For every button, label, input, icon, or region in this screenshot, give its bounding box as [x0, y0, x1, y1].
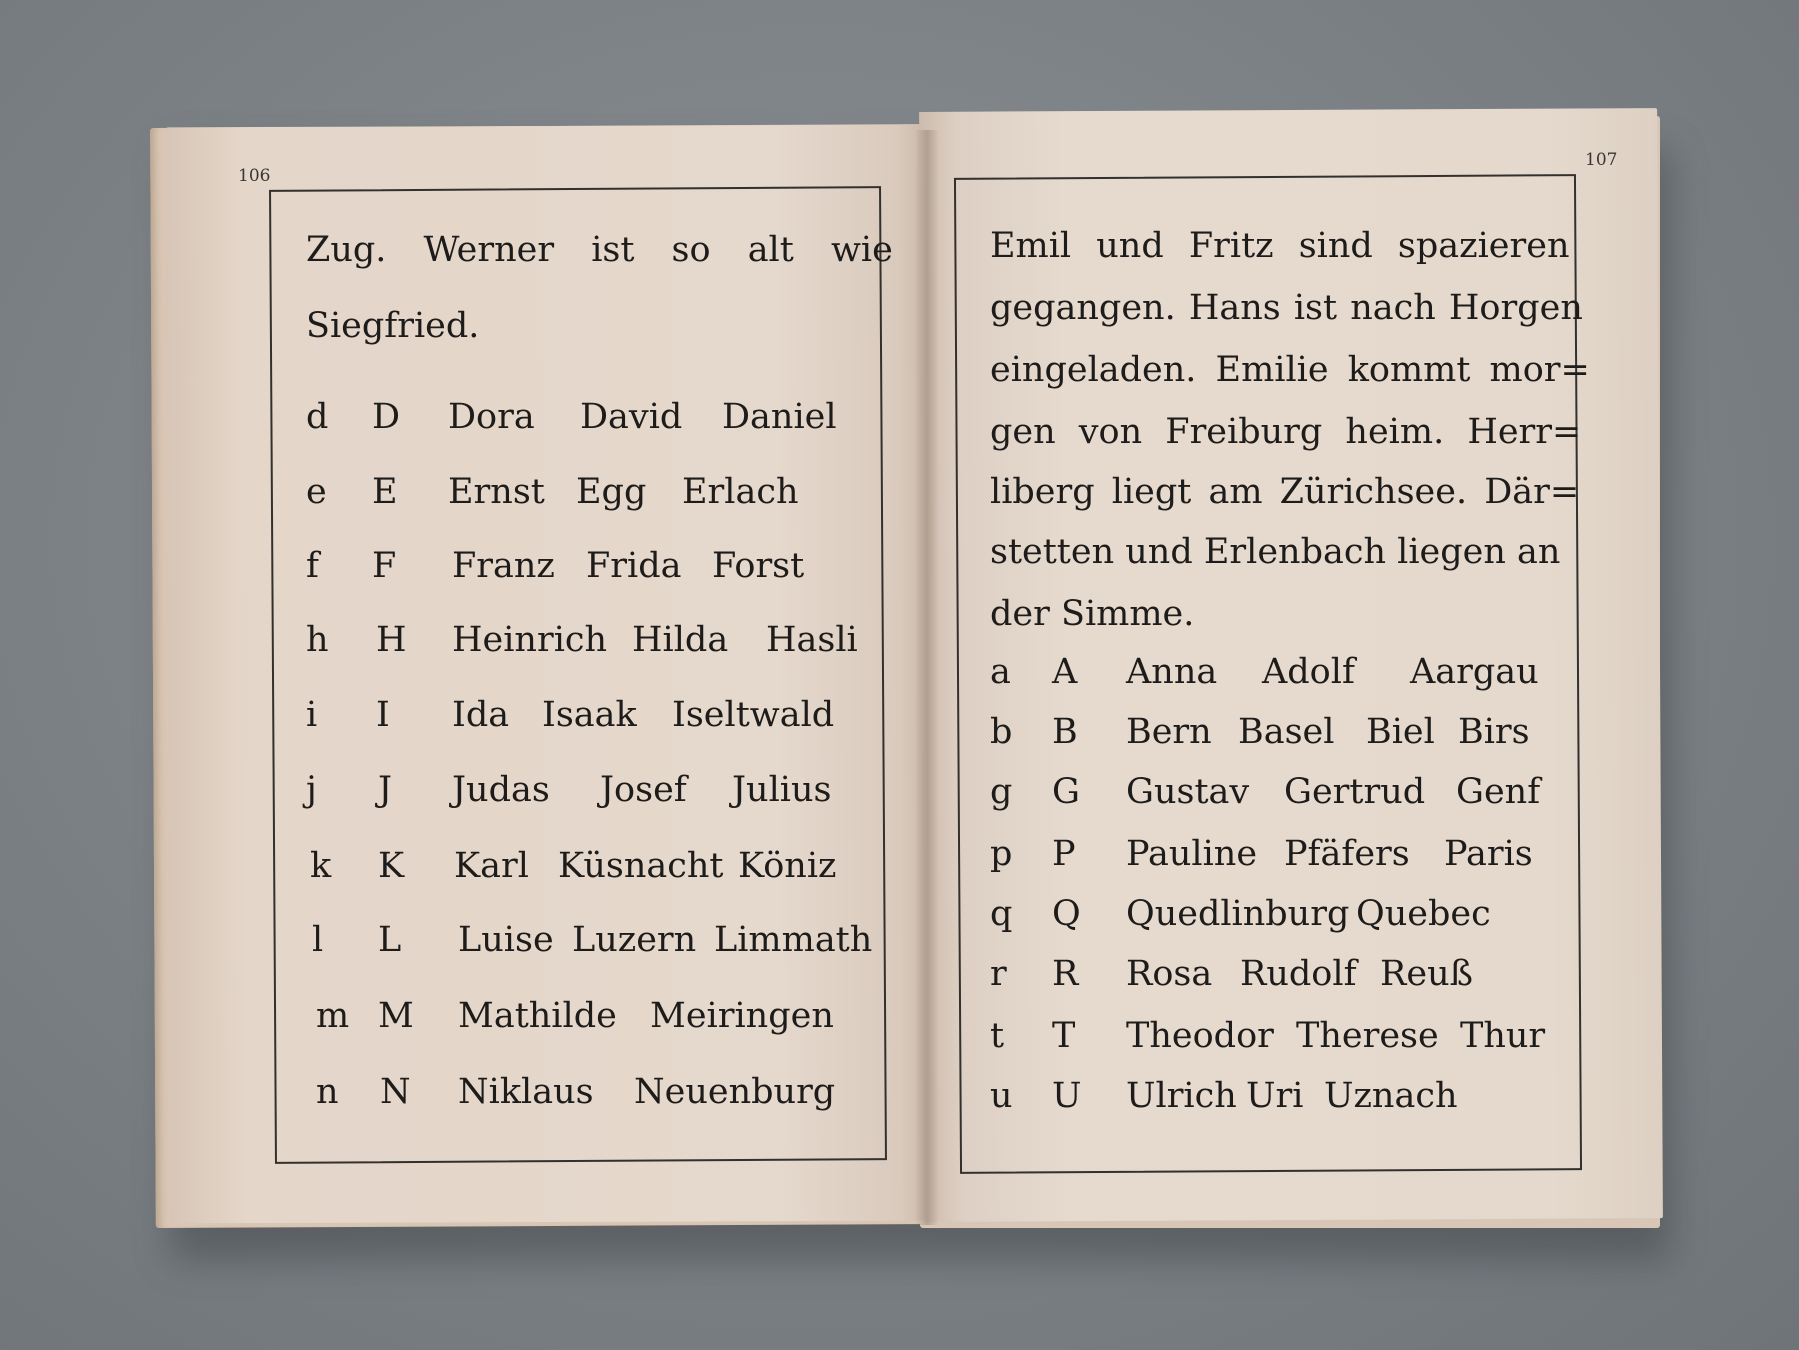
row-upper: H: [376, 620, 407, 660]
row-word: Gustav: [1126, 772, 1250, 812]
row-upper: R: [1052, 954, 1079, 994]
right-intro-text-2: gegangen. Hans ist nach Horgen: [990, 288, 1583, 328]
row-word: Uznach: [1324, 1076, 1458, 1116]
row-upper: M: [378, 996, 414, 1036]
row-word: Josef: [600, 770, 687, 810]
row-upper: P: [1052, 834, 1076, 874]
row-word: Ulrich: [1126, 1076, 1237, 1116]
row-word: David: [580, 397, 683, 437]
row-word: Rosa: [1126, 954, 1213, 994]
row-word: Pauline: [1126, 834, 1258, 874]
row-lower: m: [316, 996, 350, 1036]
row-lower: q: [990, 894, 1013, 934]
row-upper: T: [1052, 1016, 1076, 1056]
right-page-number: 107: [1585, 150, 1618, 170]
row-word: Pfäfers: [1284, 834, 1410, 874]
row-word: Birs: [1458, 712, 1530, 752]
row-lower: f: [306, 546, 319, 586]
row-upper: B: [1052, 712, 1078, 752]
row-lower: a: [990, 652, 1011, 692]
right-intro-text-7: der Simme.: [990, 594, 1195, 634]
right-intro-line-5: [990, 472, 1579, 512]
row-lower: i: [306, 695, 318, 735]
row-word: Ida: [452, 695, 510, 735]
row-word: Hilda: [632, 620, 729, 660]
row-word: Limmath: [714, 920, 873, 960]
row-word: Egg: [576, 472, 647, 512]
row-upper: G: [1052, 772, 1080, 812]
row-lower: t: [990, 1016, 1005, 1056]
row-word: Judas: [452, 770, 550, 810]
row-word: Rudolf: [1240, 954, 1357, 994]
row-word: Neuenburg: [634, 1072, 836, 1112]
row-word: Thur: [1460, 1016, 1546, 1056]
right-intro-text-3: eingeladen. Emilie kommt mor=: [990, 350, 1590, 390]
row-word: Gertrud: [1284, 772, 1426, 812]
row-word: Julius: [732, 770, 832, 810]
right-intro-line-4: [990, 412, 1581, 452]
row-lower: d: [306, 397, 329, 437]
row-lower: p: [990, 834, 1013, 874]
row-lower: j: [306, 770, 317, 810]
row-word: Therese: [1296, 1016, 1439, 1056]
row-word: Quedlinburg: [1126, 894, 1350, 934]
row-word: Iseltwald: [672, 695, 835, 735]
row-word: Heinrich: [452, 620, 608, 660]
row-word: Ernst: [448, 472, 545, 512]
row-word: Küsnacht: [558, 846, 724, 886]
row-word: Daniel: [722, 397, 837, 437]
row-word: Reuß: [1380, 954, 1473, 994]
row-word: Anna: [1126, 652, 1218, 692]
row-upper: U: [1052, 1076, 1082, 1116]
row-lower: l: [312, 920, 324, 960]
row-word: Theodor: [1126, 1016, 1274, 1056]
right-intro-text-4: gen von Freiburg heim. Herr=: [990, 412, 1582, 452]
row-lower: k: [310, 846, 332, 886]
right-intro-line-7: [990, 594, 1194, 634]
row-word: Luzern: [572, 920, 697, 960]
row-lower: g: [990, 772, 1013, 812]
row-upper: I: [376, 695, 390, 735]
row-word: Frida: [586, 546, 682, 586]
left-intro-line-1: [306, 230, 893, 270]
book-gutter: [915, 130, 939, 1225]
row-lower: u: [990, 1076, 1013, 1116]
row-word: Mathilde: [458, 996, 617, 1036]
row-word: Karl: [454, 846, 529, 886]
right-intro-line-2: [990, 288, 1583, 328]
row-word: Hasli: [766, 620, 858, 660]
right-intro-text-6: stetten und Erlenbach liegen an: [990, 532, 1561, 572]
row-word: Erlach: [682, 472, 799, 512]
right-intro-text-1: Emil und Fritz sind spazieren: [990, 226, 1570, 266]
row-word: Köniz: [738, 846, 837, 886]
left-intro-line-2: [306, 306, 479, 346]
row-word: Luise: [458, 920, 554, 960]
row-lower: r: [990, 954, 1007, 994]
row-word: Aargau: [1410, 652, 1539, 692]
right-intro-line-1: [990, 226, 1570, 266]
left-intro-text-2: Siegfried.: [306, 306, 480, 346]
row-upper: J: [378, 770, 393, 810]
left-page-number: 106: [238, 166, 271, 186]
row-upper: D: [372, 397, 401, 437]
row-upper: K: [378, 846, 405, 886]
row-upper: N: [380, 1072, 411, 1112]
row-word: Isaak: [542, 695, 637, 735]
row-word: Basel: [1238, 712, 1335, 752]
row-word: Uri: [1246, 1076, 1304, 1116]
row-word: Niklaus: [458, 1072, 594, 1112]
row-word: Bern: [1126, 712, 1212, 752]
row-word: Adolf: [1262, 652, 1355, 692]
right-intro-text-5: liberg liegt am Zürichsee. Där=: [990, 472, 1580, 512]
row-lower: h: [306, 620, 329, 660]
row-word: Meiringen: [650, 996, 834, 1036]
row-word: Paris: [1444, 834, 1533, 874]
right-intro-line-6: [990, 532, 1560, 572]
row-upper: A: [1052, 652, 1078, 692]
row-word: Franz: [452, 546, 555, 586]
row-upper: L: [378, 920, 402, 960]
left-intro-text-1: Zug. Werner ist so alt wie: [306, 230, 893, 270]
row-upper: E: [372, 472, 398, 512]
row-upper: Q: [1052, 894, 1081, 934]
row-lower: e: [306, 472, 327, 512]
row-word: Dora: [448, 397, 535, 437]
row-word: Genf: [1456, 772, 1541, 812]
row-lower: n: [316, 1072, 339, 1112]
row-upper: F: [372, 546, 397, 586]
right-intro-line-3: [990, 350, 1590, 390]
row-word: Biel: [1366, 712, 1435, 752]
row-word: Forst: [712, 546, 805, 586]
row-lower: b: [990, 712, 1013, 752]
row-word: Quebec: [1356, 894, 1491, 934]
